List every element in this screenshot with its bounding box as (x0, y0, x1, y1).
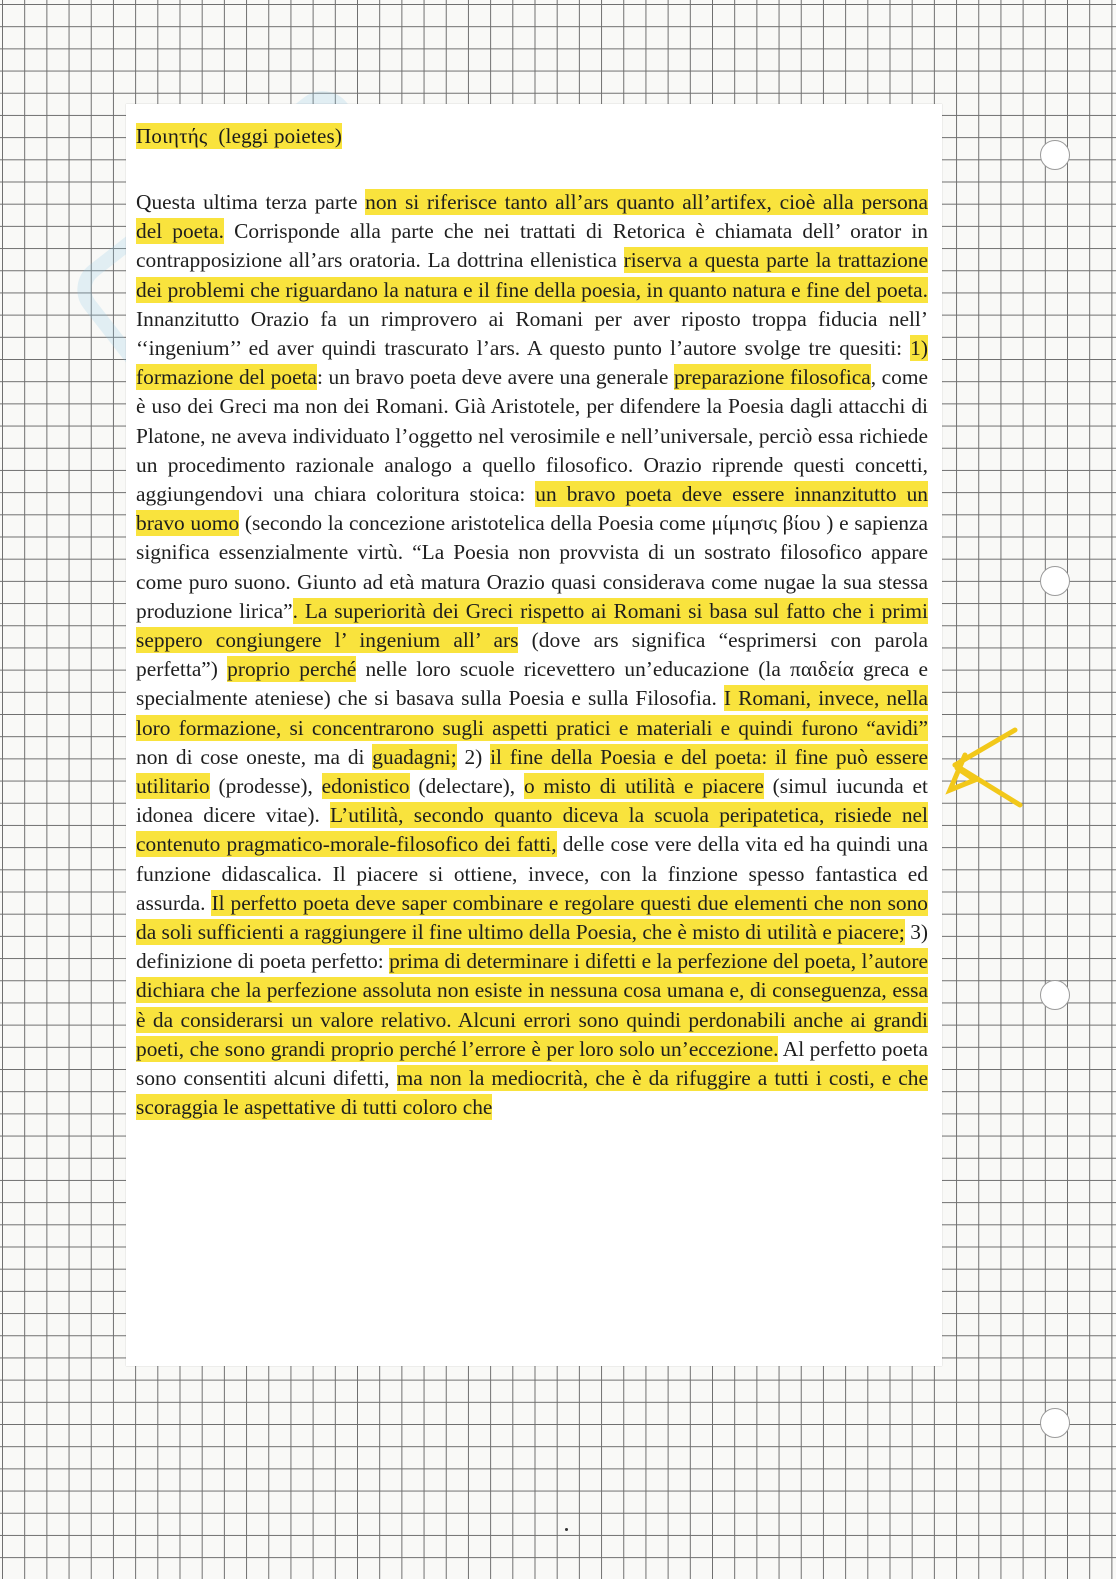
scan-speck (565, 1528, 568, 1531)
text-segment: Innanzitutto Orazio fa un rimprovero ai Romani per aver riposto troppa fiducia nell’ ‘‘ingenium’’ ed aver quindi trascurato l’ars. (136, 306, 928, 361)
highlighted-segment: Il perfetto poeta deve saper combinare e regolare questi due elementi che non sono da soli sufficienti a raggiungere il fine ultimo della Poesia, che è misto di utilità e piacere; (136, 890, 928, 945)
highlighted-segment: il fine della Poesia e del poeta: il fine può essere utilitario (136, 744, 928, 799)
binder-hole-bottom (1040, 1408, 1070, 1438)
text-segment: non di cose oneste, ma di (136, 744, 373, 769)
highlighted-segment: preparazione filosofica (673, 365, 871, 390)
text-segment: (delectare), (409, 774, 524, 799)
section-title (136, 124, 342, 149)
handwritten-arrow-mark (935, 720, 1025, 820)
highlighted-segment: guadagni; (372, 744, 457, 769)
text-segment: (secondo la concezione aristotelica della Poesia come μίμησις βίου ) e sapienza significa essenzialmente virtù. “La Poesia non provvista di un sostrato filosofico appare come puro suono. Giunto ad età matura Orazio quasi considerava come nugae la sua stessa produzione lirica” (136, 511, 928, 623)
highlighted-segment: proprio perché (227, 657, 357, 682)
highlighted-segment: prima di determinare i difetti e la perfezione del poeta, l’autore dichiara che la perfezione assoluta non esiste in nessuna cosa umana e, di conseguenza, essa è da considerarsi un valore relativo. Alcuni errori sono quindi perdonabili anche ai grandi poeti, che sono grandi proprio perché l’errore è per loro solo un’eccezione. (136, 949, 928, 1061)
text-segment: A questo punto l’autore svolge tre quesiti: (520, 336, 911, 361)
text-segment: (prodesse), (209, 774, 322, 799)
title-note: (leggi poietes) (218, 124, 343, 148)
text-segment: Al perfetto poeta sono consentiti alcuni difetti, (136, 1036, 928, 1091)
document-page (126, 104, 942, 1366)
text-segment: Questa ultima terza parte (136, 190, 366, 214)
title-greek: Ποιητής (136, 124, 208, 148)
highlighted-segment: edonistico (321, 774, 410, 799)
highlighted-segment: o misto di utilità e piacere (523, 774, 764, 799)
binder-hole-top (1040, 140, 1070, 170)
highlighted-segment: non si riferisce tanto all’ars quanto all’artifex, cioè alla persona del poeta. (136, 190, 928, 244)
text-segment: (dove ars significa “esprimersi con parola perfetta”) (136, 628, 928, 682)
highlighted-segment: ma non la mediocrità, che è da rifuggire a tutti i costi, e che scoraggia le aspettative di tutti coloro che (136, 1066, 928, 1120)
binder-hole-lower-middle (1040, 980, 1070, 1010)
text-segment: nelle loro scuole ricevettero un’educazione (la παιδεία greca e specialmente ateniese) che si basava sulla Poesia e sulla Filosofia. (136, 657, 928, 711)
text-segment: 3) definizione di poeta perfetto: (136, 920, 929, 974)
text-segment: , come è uso dei Greci ma non dei Romani. Già Aristotele, per difendere la Poesia dagli attacchi di Platone, ne aveva individuato l’oggetto nel verosimile e nell’universale, perciò essa richiede un procedimento razionale analogo a quello filosofico. Orazio riprende questi concetti, aggiungendovi una chiara coloritura stoica: (136, 365, 928, 507)
text-segment: 2) (456, 744, 491, 769)
highlighted-segment: un bravo poeta deve essere innanzitutto un bravo uomo (136, 482, 928, 536)
binder-hole-upper-middle (1040, 566, 1070, 596)
text-segment: delle cose vere della vita ed ha quindi una funzione didascalica. Il piacere si ottiene, invece, con la finzione spesso fantastica ed assurda. (136, 832, 928, 915)
text-segment: (simul iucunda et idonea dicere vitae). (136, 774, 928, 828)
highlighted-segment: . La superiorità dei Greci rispetto ai Romani si basa sul fatto che i primi seppero congiungere l’ ingenium all’ ars (136, 598, 929, 653)
highlighted-segment: L’utilità, secondo quanto diceva la scuola peripatetica, risiede nel contenuto pragmatico-morale-filosofico dei fatti, (136, 803, 928, 857)
text-segment: Corrisponde alla parte che nei trattati di Retorica è chiamata dell’ orator in contrapposizione all’ars oratoria. La dottrina ellenistica (136, 219, 928, 273)
body-text (136, 188, 928, 1123)
highlighted-segment: I Romani, invece, nella loro formazione, si concentrarono sugli aspetti pratici e materiali e quindi furono “avidi” (136, 686, 928, 740)
highlighted-segment: riserva a questa parte la trattazione dei problemi che riguardano la natura e il fine della poesia, in quanto natura e fine del poeta. (136, 248, 928, 302)
text-segment: : un bravo poeta deve avere una generale (317, 365, 674, 390)
highlighted-segment: 1) formazione del poeta (136, 336, 928, 390)
